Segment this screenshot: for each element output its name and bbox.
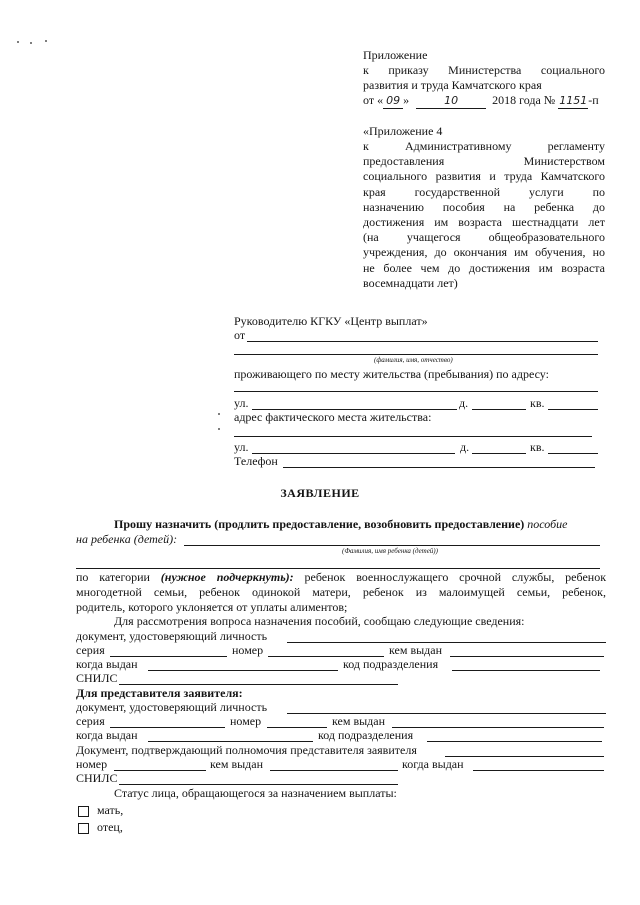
appendix4-line: социального развития и труда Камчатского (363, 169, 605, 184)
id-doc-label: документ, удостоверяющий личность (76, 629, 268, 643)
rep-issued-when2-label: когда выдан (402, 757, 464, 771)
residing-label: проживающего по месту жительства (пребывания) по адресу: (234, 367, 549, 381)
id-doc-field[interactable] (287, 642, 606, 643)
house-field[interactable] (472, 409, 526, 410)
rep-issued-by2-label: кем выдан (210, 757, 264, 771)
street-label: ул. (234, 396, 249, 410)
rep-id-doc-label: документ, удостоверяющий личность (76, 700, 268, 714)
series-label: серия (76, 643, 105, 657)
status-option-label: мать, (97, 803, 124, 817)
category-prefix: по категории (76, 570, 150, 584)
request-italic: пособие (527, 517, 568, 531)
street-field[interactable] (252, 453, 455, 454)
rep-issued-when-field[interactable] (148, 741, 313, 742)
rep-number2-label: номер (76, 757, 108, 771)
apt-field[interactable] (548, 453, 598, 454)
appendix-line: развития и труда Камчатского края (363, 78, 542, 92)
appendix4-line: (на учащегося общеобразовательного (363, 230, 605, 245)
category-rest: ребенок военнослужащего срочной службы, ребенок (304, 570, 607, 584)
issued-by-label: кем выдан (389, 643, 443, 657)
appendix4-line: достижения им возраста шестнадцати лет (363, 215, 605, 230)
category-line: родитель, которого уклоняется от уплаты алиментов; (76, 600, 348, 615)
authority-doc-field[interactable] (445, 756, 604, 757)
appendix-title: Приложение (363, 48, 428, 62)
from-label: от (234, 328, 246, 342)
category-hint: (нужное подчеркнуть): (160, 570, 294, 584)
number-label: номер (232, 643, 264, 657)
rep-number-label: номер (230, 714, 262, 728)
street-label: ул. (234, 440, 249, 454)
appendix-date (363, 93, 607, 109)
snils-field[interactable] (119, 684, 398, 685)
date-year: 2018 года № (492, 93, 556, 107)
category-line (76, 570, 606, 585)
status-checkbox[interactable] (78, 806, 89, 817)
category-paragraph (76, 570, 606, 615)
child-hint: (Фамилия, имя ребенка (детей)) (342, 547, 438, 555)
issued-by-field[interactable] (450, 656, 604, 657)
house-label: д. (460, 440, 470, 454)
info-intro: Для рассмотрения вопроса назначения пособий, сообщаю следующие сведения: (114, 614, 525, 628)
rep-snils-label: СНИЛС (76, 771, 118, 785)
scan-speck (45, 40, 47, 42)
order-number: 1151 (559, 94, 588, 107)
child-field-2[interactable] (76, 568, 600, 569)
apt-label: кв. (530, 440, 545, 454)
address-field[interactable] (234, 391, 598, 392)
status-checkbox[interactable] (78, 823, 89, 834)
date-month: 10 (416, 93, 486, 109)
rep-series-label: серия (76, 714, 105, 728)
rep-dept-code-field[interactable] (427, 741, 602, 742)
date-prefix: от « (363, 93, 384, 107)
rep-dept-code-label: код подразделения (318, 728, 414, 742)
house-field[interactable] (472, 453, 526, 454)
appendix4-line: не более чем до достижения им возраста (363, 260, 605, 275)
dept-code-field[interactable] (452, 670, 600, 671)
phone-label: Телефон (234, 454, 278, 468)
rep-snils-field[interactable] (119, 784, 398, 785)
issued-when-label: когда выдан (76, 657, 138, 671)
status-option-label: отец, (97, 820, 123, 834)
house-label: д. (459, 396, 469, 410)
appendix4-body (363, 139, 605, 291)
rep-issued-when-label: когда выдан (76, 728, 138, 742)
appendix4-line: предоставления Министерством (363, 154, 605, 169)
dept-code-label: код подразделения (343, 657, 439, 671)
rep-issued-when2-field[interactable] (473, 770, 604, 771)
appendix4-line: назначению пособия на ребенка до (363, 199, 605, 214)
scan-speck (218, 413, 220, 415)
rep-number2-field[interactable] (114, 770, 206, 771)
category-line: многодетной семьи, ребенок одинокой матери, ребенок из малоимущей семьи, ребенок, (76, 585, 606, 600)
scan-speck (218, 428, 220, 430)
for-child-label: на ребенка (детей): (76, 532, 178, 546)
status-intro (114, 786, 397, 801)
date-mid: » (403, 93, 410, 107)
request-line (114, 517, 568, 532)
rep-issued-by2-field[interactable] (270, 770, 398, 771)
actual-address-field[interactable] (234, 436, 592, 437)
issued-when-field[interactable] (148, 670, 338, 671)
fio-hint: (фамилия, имя, отчество) (374, 356, 453, 364)
from-field-2[interactable] (234, 354, 598, 355)
child-field[interactable] (184, 545, 600, 546)
appendix4-line: к Административному регламенту (363, 139, 605, 153)
appendix4-line: края государственной услуги по (363, 184, 605, 199)
appendix4-line: учреждения, до окончания им обучения, но (363, 245, 605, 260)
rep-issued-by-field[interactable] (392, 727, 604, 728)
appendix4-line: восемнадцати лет) (363, 275, 458, 290)
from-field[interactable] (247, 341, 598, 342)
authority-doc-label: Документ, подтверждающий полномочия представителя заявителя (76, 743, 417, 757)
phone-field[interactable] (283, 467, 595, 468)
appendix-line: к приказу Министерства социального (363, 63, 605, 77)
scan-speck (30, 42, 32, 44)
appendix4-title: «Приложение 4 (363, 124, 443, 138)
status-intro-text: Статус лица, обращающегося за назначением выплаты: (114, 786, 397, 800)
apt-label: кв. (530, 396, 545, 410)
statement-title: ЗАЯВЛЕНИЕ (280, 486, 360, 500)
scan-speck (17, 41, 19, 43)
actual-address-label: адрес фактического места жительства: (234, 410, 432, 424)
snils-label: СНИЛС (76, 671, 118, 685)
request-bold: Прошу назначить (продлить предоставление, возобновить предоставление) (114, 517, 525, 531)
date-day: 09 (383, 93, 403, 109)
representative-heading: Для представителя заявителя: (76, 686, 243, 700)
apt-field[interactable] (548, 409, 598, 410)
order-suffix: -п (588, 93, 599, 107)
rep-issued-by-label: кем выдан (332, 714, 386, 728)
addressee-to: Руководителю КГКУ «Центр выплат» (234, 314, 428, 328)
